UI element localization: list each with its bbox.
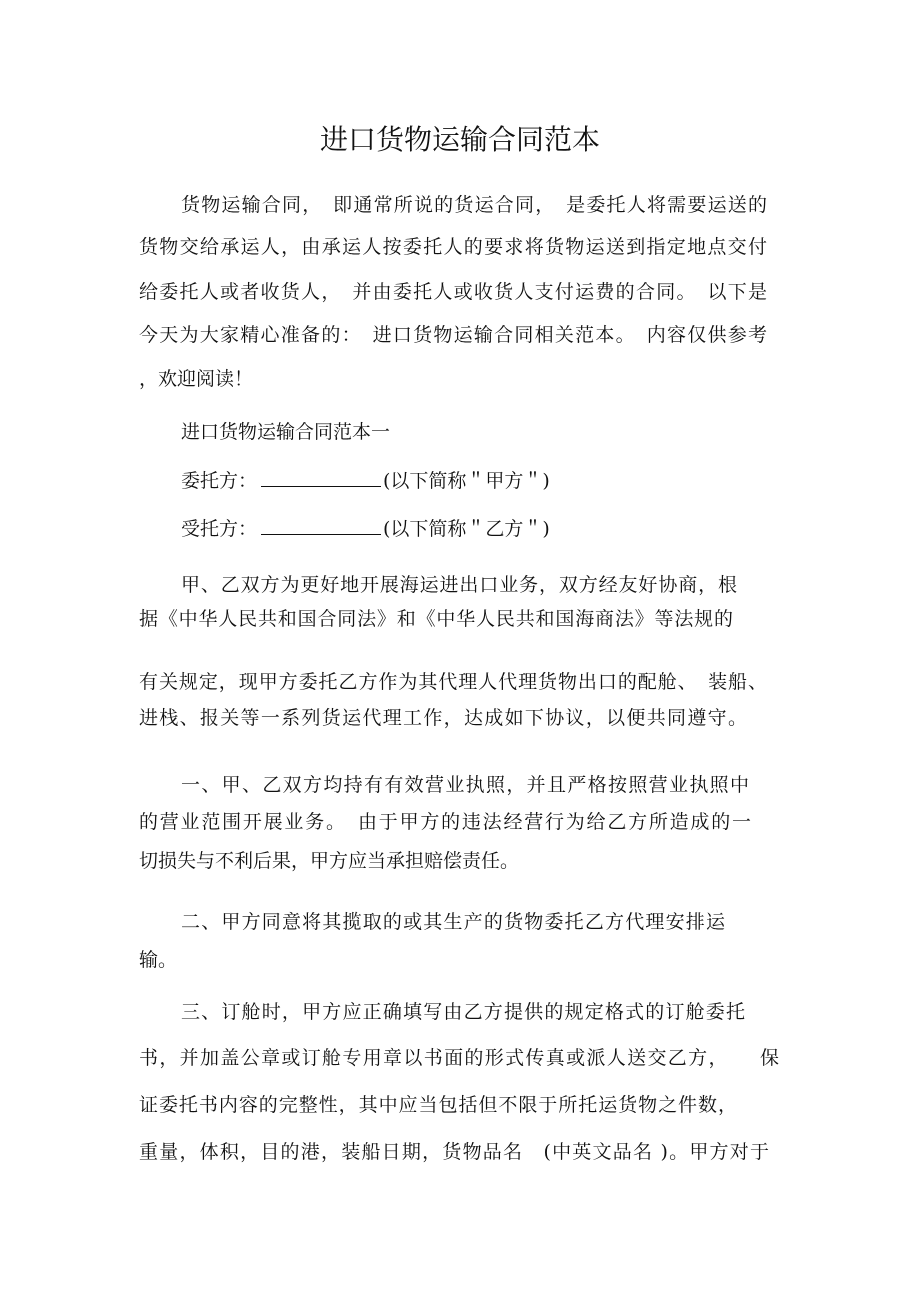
clause-3-line-2: 书，并加盖公章或订舱专用章以书面的形式传真或派人送交乙方， 保 [139, 1047, 779, 1069]
party-b-blank-field [261, 514, 381, 535]
clause-1-line-3: 切损失与不利后果，甲方应当承担赔偿责任。 [139, 850, 520, 872]
preamble-line-1: 甲、乙双方为更好地开展海运进出口业务，双方经友好协商，根 [181, 574, 737, 596]
clause-3-line-1: 三、订舱时，甲方应正确填写由乙方提供的规定格式的订舱委托 [181, 1001, 745, 1023]
document-title: 进口货物运输合同范本 [319, 123, 600, 156]
preamble-line-2: 据《中华人民共和国合同法》和《中华人民共和国海商法》等法规的 [139, 608, 733, 630]
intro-line-3: 给委托人或者收货人， 并由委托人或收货人支付运费的合同。 以下是 [139, 281, 767, 303]
clause-3-line-3: 证委托书内容的完整性，其中应当包括但不限于所托运货物之件数， [139, 1094, 737, 1116]
clause-2-line-2: 输。 [139, 949, 178, 971]
intro-line-1: 货物运输合同， 即通常所说的货运合同， 是委托人将需要运送的 [181, 194, 767, 216]
party-a-label: 委托方： [181, 470, 258, 492]
section-heading: 进口货物运输合同范本一 [181, 421, 391, 443]
party-a-line [181, 466, 550, 493]
preamble-line-3: 有关规定，现甲方委托乙方作为其代理人代理货物出口的配舱、 装船、 [139, 671, 767, 693]
party-a-blank-field [261, 466, 381, 487]
clause-1-line-2: 的营业范围开展业务。 由于甲方的违法经营行为给乙方所造成的一 [139, 811, 751, 833]
party-a-suffix: (以下简称＂甲方＂) [383, 470, 550, 492]
clause-3-line-4: 重量，体积，目的港，装船日期，货物品名 (中英文品名 )。甲方对于 [139, 1141, 769, 1163]
intro-line-4: 今天为大家精心准备的： 进口货物运输合同相关范本。 内容仅供参考 [139, 324, 767, 346]
preamble-line-4: 进栈、报关等一系列货运代理工作，达成如下协议，以便共同遵守。 [139, 707, 747, 729]
party-b-label: 受托方： [181, 518, 258, 540]
party-b-suffix: (以下简称＂乙方＂) [383, 518, 550, 540]
clause-2-line-1: 二、甲方同意将其揽取的或其生产的货物委托乙方代理安排运 [181, 911, 725, 933]
intro-line-5: ，欢迎阅读！ [139, 368, 254, 390]
party-b-line [181, 514, 550, 541]
clause-1-line-1: 一、甲、乙双方均持有有效营业执照，并且严格按照营业执照中 [181, 774, 749, 796]
intro-line-2: 货物交给承运人，由承运人按委托人的要求将货物运送到指定地点交付 [139, 236, 767, 258]
